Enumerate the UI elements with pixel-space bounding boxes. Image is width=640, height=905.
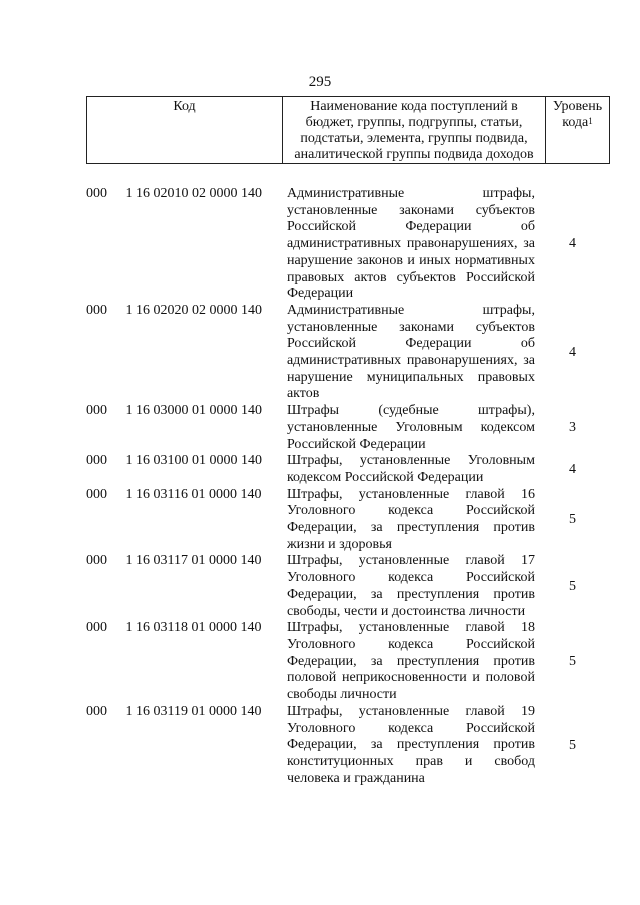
admin-code: 000 xyxy=(86,186,107,201)
income-name: Штрафы, установленные главой 16 Уголовного кодекса Российской Федерации, за преступления против жизни и здоровья xyxy=(286,486,535,552)
income-name: Административные штрафы, установленные законами субъектов Российской Федерации об административных правонарушениях, за нарушение муниципальных правовых актов xyxy=(286,302,535,402)
table-row xyxy=(86,704,602,788)
table-row xyxy=(86,186,602,303)
table-header xyxy=(86,96,610,164)
header-level xyxy=(546,97,610,164)
header-name: Наименование кода поступлений в бюджет, группы, подгруппы, статьи, подстатьи, элемента, группы подвида, аналитической группы подвида доходов xyxy=(283,97,546,164)
income-name: Штрафы, установленные Уголовным кодексом Российской Федерации xyxy=(286,453,535,485)
code-level: 5 xyxy=(568,737,576,753)
code-level: 5 xyxy=(568,654,576,670)
code-level: 5 xyxy=(568,578,576,594)
income-code: 1 16 03119 01 0000 140 xyxy=(125,703,262,719)
admin-code: 000 xyxy=(86,403,107,419)
page-number: 295 xyxy=(308,74,332,90)
admin-code: 000 xyxy=(86,453,107,469)
footnote-marker: 1 xyxy=(588,116,593,126)
income-code: 1 16 03000 01 0000 140 xyxy=(125,403,263,419)
table-row xyxy=(86,403,602,453)
table-row xyxy=(86,620,602,704)
admin-code: 000 xyxy=(86,302,107,318)
admin-code: 000 xyxy=(86,620,107,636)
code-level: 3 xyxy=(568,420,576,436)
header-level-label: Уровень кода xyxy=(552,99,603,130)
admin-code: 000 xyxy=(86,486,107,502)
income-code: 1 16 02010 02 0000 140 xyxy=(125,186,263,201)
admin-code: 000 xyxy=(86,553,107,569)
income-code: 1 16 03116 01 0000 140 xyxy=(125,486,262,502)
code-level: 4 xyxy=(568,236,576,252)
income-code: 1 16 03117 01 0000 140 xyxy=(125,553,262,569)
income-code: 1 16 03118 01 0000 140 xyxy=(125,620,262,636)
income-name: Штрафы (судебные штрафы), установленные Уголовным кодексом Российской Федерации xyxy=(286,403,535,452)
income-code: 1 16 02020 02 0000 140 xyxy=(125,302,263,318)
table-row xyxy=(86,553,602,620)
code-level: 4 xyxy=(568,461,576,477)
table-row xyxy=(86,303,602,403)
code-level: 5 xyxy=(568,512,576,528)
income-name: Штрафы, установленные главой 17 Уголовного кодекса Российской Федерации, за преступления против свободы, чести и достоинства личности xyxy=(286,553,535,619)
table-row xyxy=(86,453,602,486)
table-row xyxy=(86,487,602,554)
code-level: 4 xyxy=(568,345,576,361)
income-name: Штрафы, установленные главой 19 Уголовного кодекса Российской Федерации, за преступления против конституционных прав и свобод человека и гражданина xyxy=(286,703,535,786)
admin-code: 000 xyxy=(86,703,107,719)
income-code: 1 16 03100 01 0000 140 xyxy=(125,453,263,469)
income-name: Штрафы, установленные главой 18 Уголовного кодекса Российской Федерации, за преступления против половой неприкосновенности и половой свободы личности xyxy=(286,620,535,703)
income-name: Административные штрафы, установленные законами субъектов Российской Федерации об административных правонарушениях, за нарушение законов и иных нормативных правовых актов субъектов Российской Федерации xyxy=(286,186,535,302)
header-code: Код xyxy=(87,97,283,164)
table-body xyxy=(86,186,602,787)
